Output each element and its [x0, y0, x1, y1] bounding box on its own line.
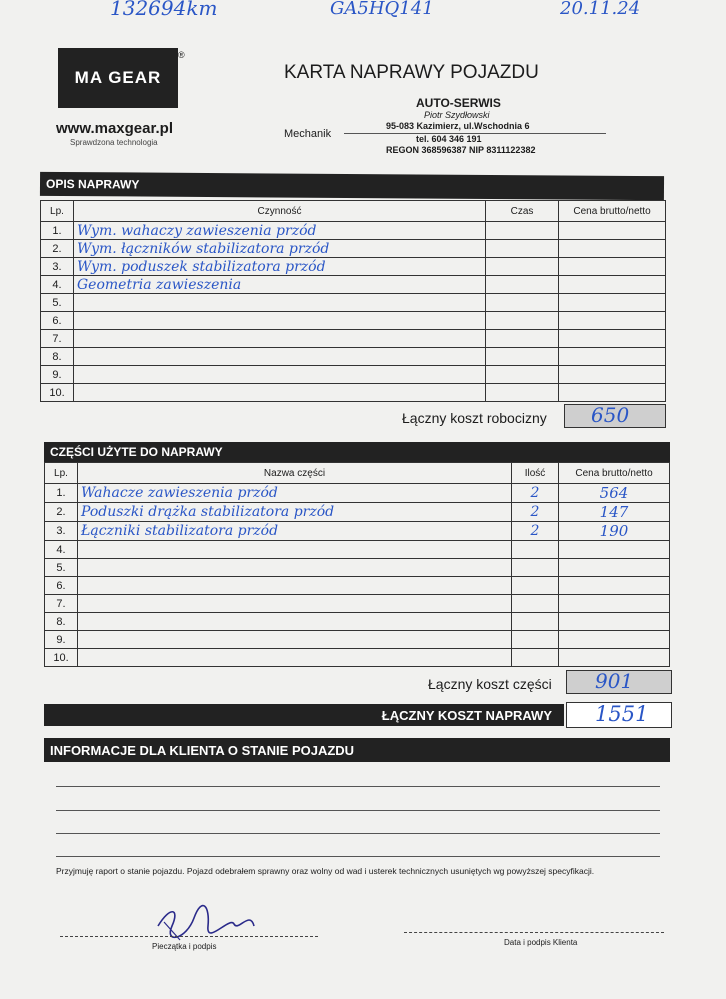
- part-row: [45, 484, 670, 503]
- part-row-qty: [512, 577, 559, 595]
- website-text: www.maxgear.pl: [56, 120, 173, 137]
- repair-row-time: [486, 366, 559, 384]
- date-handwriting: 20.11.24: [560, 0, 641, 19]
- repairs-section-bar: [40, 172, 664, 200]
- part-row-lp: 7.: [45, 595, 78, 613]
- repair-row-price: [559, 366, 666, 384]
- part-row-lp: 9.: [45, 631, 78, 649]
- stamp-name: AUTO-SERWIS: [416, 96, 501, 110]
- part-row-name: [78, 631, 512, 649]
- part-row: [45, 541, 670, 559]
- part-row: [45, 649, 670, 667]
- grand-total-box: [566, 702, 672, 728]
- part-row: [45, 522, 670, 541]
- repair-row-task: Wym. łączników stabilizatora przód: [74, 240, 486, 258]
- part-row-lp: 3.: [45, 522, 78, 541]
- stamp-owner: Piotr Szydłowski: [424, 110, 490, 120]
- repair-row-price: [559, 222, 666, 240]
- repair-row: [41, 366, 666, 384]
- repair-row-lp: 2.: [41, 240, 74, 258]
- repair-row: [41, 276, 666, 294]
- repair-row-time: [486, 294, 559, 312]
- repair-row-lp: 9.: [41, 366, 74, 384]
- part-row-price: 190: [559, 522, 670, 541]
- part-row-qty: 2: [512, 484, 559, 503]
- maxgear-logo: [58, 48, 178, 108]
- part-row: [45, 577, 670, 595]
- repairs-time-header: Czas: [486, 201, 559, 222]
- stamp-signature-label: Pieczątka i podpis: [152, 942, 217, 951]
- part-row-price: [559, 613, 670, 631]
- part-row-name: [78, 613, 512, 631]
- labour-total-label: Łączny koszt robocizny: [402, 410, 547, 426]
- part-row: [45, 631, 670, 649]
- part-row-price: 147: [559, 503, 670, 522]
- repair-row-task: Wym. wahaczy zawieszenia przód: [74, 222, 486, 240]
- repair-row-price: [559, 348, 666, 366]
- repair-row-time: [486, 222, 559, 240]
- repair-row-price: [559, 384, 666, 402]
- part-row-name: [78, 649, 512, 667]
- repair-row-task: [74, 384, 486, 402]
- stamp-regon: REGON 368596387 NIP 8311122382: [386, 145, 536, 155]
- part-row: [45, 503, 670, 522]
- client-statement: Przyjmuję raport o stanie pojazdu. Pojazd odebrałem sprawny oraz wolny od wad i usterek technicznych usuniętych wg powyższej specyfikacji.: [56, 866, 595, 876]
- repair-row-lp: 7.: [41, 330, 74, 348]
- repair-row-lp: 5.: [41, 294, 74, 312]
- repair-row-price: [559, 240, 666, 258]
- repair-row-task: Wym. poduszek stabilizatora przód: [74, 258, 486, 276]
- part-row-lp: 6.: [45, 577, 78, 595]
- repair-row-lp: 8.: [41, 348, 74, 366]
- part-row-qty: [512, 559, 559, 577]
- part-row: [45, 613, 670, 631]
- part-row-qty: [512, 595, 559, 613]
- part-row-price: [559, 541, 670, 559]
- repair-row-price: [559, 276, 666, 294]
- part-row-lp: 5.: [45, 559, 78, 577]
- mileage-handwriting: 132694km: [110, 0, 218, 20]
- repair-row-task: [74, 312, 486, 330]
- repairs-task-header: Czynność: [74, 201, 486, 222]
- client-signature-label: Data i podpis Klienta: [504, 938, 578, 947]
- info-line-4: [56, 856, 660, 857]
- repair-row-lp: 3.: [41, 258, 74, 276]
- mechanik-label: Mechanik: [284, 128, 332, 140]
- repair-row-lp: 10.: [41, 384, 74, 402]
- repair-row-task: Geometria zawieszenia: [74, 276, 486, 294]
- part-row-qty: 2: [512, 503, 559, 522]
- repair-row-price: [559, 330, 666, 348]
- parts-total-box: [566, 670, 672, 694]
- stamp-tel: tel. 604 346 191: [416, 134, 482, 144]
- grand-total-label: ŁĄCZNY KOSZT NAPRAWY: [381, 707, 552, 723]
- labour-total-value: 650: [591, 403, 630, 427]
- part-row-name: [78, 577, 512, 595]
- page-title: KARTA NAPRAWY POJAZDU: [284, 62, 539, 83]
- part-row-qty: [512, 613, 559, 631]
- repair-row-price: [559, 294, 666, 312]
- part-row-price: [559, 649, 670, 667]
- logo-text: MA GEAR: [74, 68, 162, 87]
- info-line-1: [56, 786, 660, 787]
- repair-row-lp: 1.: [41, 222, 74, 240]
- part-row-name: Poduszki drążka stabilizatora przód: [78, 503, 512, 522]
- stamp-address: 95-083 Kazimierz, ul.Wschodnia 6: [386, 121, 530, 131]
- repair-row: [41, 258, 666, 276]
- grand-total-bar: [44, 704, 564, 726]
- part-row: [45, 559, 670, 577]
- repair-row-time: [486, 330, 559, 348]
- repair-row-task: [74, 294, 486, 312]
- part-row-lp: 10.: [45, 649, 78, 667]
- repairs-header-row: [41, 201, 666, 222]
- repair-row: [41, 222, 666, 240]
- repairs-table: [40, 200, 666, 402]
- mechanic-signature: [150, 896, 260, 946]
- grand-total-value: 1551: [595, 702, 649, 726]
- repair-row-time: [486, 384, 559, 402]
- repair-row-lp: 6.: [41, 312, 74, 330]
- part-row-price: 564: [559, 484, 670, 503]
- registered-mark: ®: [178, 50, 185, 60]
- part-row-price: [559, 559, 670, 577]
- part-row: [45, 595, 670, 613]
- part-row-name: Łączniki stabilizatora przód: [78, 522, 512, 541]
- repair-row-lp: 4.: [41, 276, 74, 294]
- part-row-lp: 4.: [45, 541, 78, 559]
- part-row-price: [559, 595, 670, 613]
- info-line-2: [56, 810, 660, 811]
- part-row-name: [78, 541, 512, 559]
- repair-row-time: [486, 240, 559, 258]
- repair-row: [41, 312, 666, 330]
- repair-row-time: [486, 312, 559, 330]
- parts-name-header: Nazwa części: [78, 463, 512, 484]
- parts-table: [44, 462, 670, 667]
- stamp-signature-line: [60, 936, 318, 937]
- parts-price-header: Cena brutto/netto: [559, 463, 670, 484]
- repair-row: [41, 240, 666, 258]
- part-row-qty: [512, 541, 559, 559]
- repair-row-task: [74, 366, 486, 384]
- repair-row-time: [486, 276, 559, 294]
- repairs-price-header: Cena brutto/netto: [559, 201, 666, 222]
- repair-row: [41, 348, 666, 366]
- info-line-3: [56, 833, 660, 834]
- repair-row-time: [486, 258, 559, 276]
- parts-header-row: [45, 463, 670, 484]
- repair-row: [41, 294, 666, 312]
- tagline-text: Sprawdzona technologia: [70, 138, 158, 147]
- repairs-lp-header: Lp.: [41, 201, 74, 222]
- parts-lp-header: Lp.: [45, 463, 78, 484]
- part-row-lp: 1.: [45, 484, 78, 503]
- plate-handwriting: GA5HQ141: [330, 0, 434, 19]
- repair-row-task: [74, 348, 486, 366]
- parts-total-value: 901: [595, 669, 634, 693]
- repairs-section-title: OPIS NAPRAWY: [45, 176, 140, 192]
- info-section-title: INFORMACJE DLA KLIENTA O STANIE POJAZDU: [50, 742, 355, 758]
- part-row-qty: 2: [512, 522, 559, 541]
- repair-row: [41, 330, 666, 348]
- part-row-name: Wahacze zawieszenia przód: [78, 484, 512, 503]
- labour-total-box: [564, 404, 666, 428]
- repair-row: [41, 384, 666, 402]
- parts-total-label: Łączny koszt części: [428, 676, 552, 692]
- client-signature-line: [404, 932, 664, 933]
- parts-section-bar: [44, 442, 670, 462]
- info-section-bar: [44, 738, 670, 762]
- part-row-price: [559, 631, 670, 649]
- part-row-lp: 2.: [45, 503, 78, 522]
- parts-section-title: CZĘŚCI UŻYTE DO NAPRAWY: [50, 445, 223, 459]
- parts-qty-header: Ilość: [512, 463, 559, 484]
- part-row-name: [78, 559, 512, 577]
- part-row-qty: [512, 631, 559, 649]
- repair-row-task: [74, 330, 486, 348]
- part-row-price: [559, 577, 670, 595]
- part-row-lp: 8.: [45, 613, 78, 631]
- repair-row-time: [486, 348, 559, 366]
- part-row-qty: [512, 649, 559, 667]
- part-row-name: [78, 595, 512, 613]
- repair-row-price: [559, 258, 666, 276]
- repair-row-price: [559, 312, 666, 330]
